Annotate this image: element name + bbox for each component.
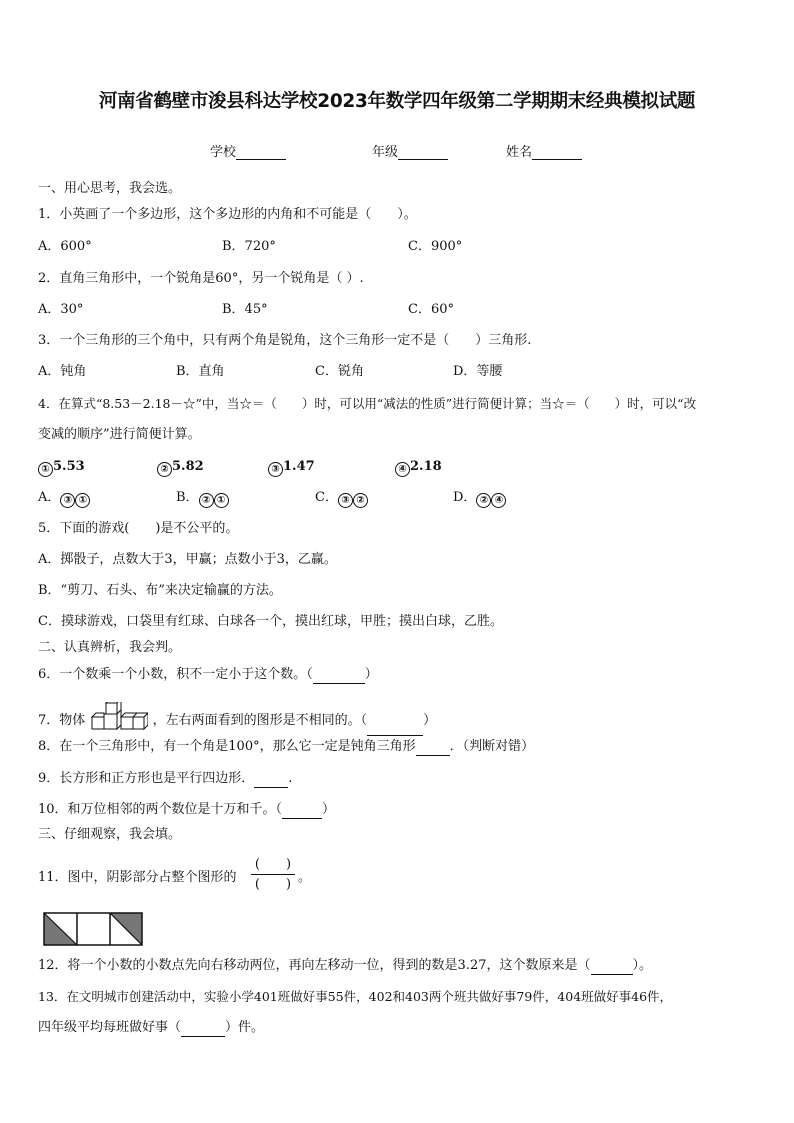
question-2: 2．直角三角形中，一个锐角是60°，另一个锐角是（ ）. <box>38 271 364 286</box>
question-9: 9．长方形和正方形也是平行四边形． . <box>38 771 293 786</box>
question-7: 7．物体 ，左右两面看到的图形是不相同的。（ ） <box>38 702 436 736</box>
question-13-line-1: 13．在文明城市创建活动中，实验小学401班做好事55件，402和403两个班共做好事79件，404班做好事46件， <box>38 989 673 1004</box>
question-3: 3．一个三角形的三个角中，只有两个角是锐角，这个三角形一定不是（ ）三角形. <box>38 333 532 348</box>
shaded-squares-figure <box>43 912 143 946</box>
q1-option-c[interactable]: C．900° <box>408 239 463 254</box>
circled-number-1: ① <box>38 462 53 477</box>
fraction-denominator[interactable]: ( ) <box>254 877 292 892</box>
section-2-heading: 二、认真辨析，我会判。 <box>38 640 182 655</box>
q11-fraction-blank[interactable] <box>251 855 295 894</box>
cube-stack-figure <box>90 702 148 736</box>
school-field[interactable] <box>210 141 286 160</box>
q5-option-a[interactable]: A．掷骰子，点数大于3，甲赢；点数小于3，乙赢。 <box>38 552 337 567</box>
q3-option-a[interactable]: A．钝角 <box>38 364 87 379</box>
q2-option-b[interactable]: B．45° <box>222 302 268 317</box>
question-4-line-1: 4．在算式“8.53－2.18－☆”中，当☆＝（ ）时，可以用“减法的性质”进行简便计算；当☆＝（ ）时，可以“改 <box>38 396 697 411</box>
q5-option-c[interactable]: C．摸球游戏，口袋里有红球、白球各一个，摸出红球，甲胜；摸出白球，乙胜。 <box>38 614 503 629</box>
question-1: 1．小英画了一个多边形，这个多边形的内角和不可能是（ ）。 <box>38 207 417 222</box>
q8-answer-blank[interactable] <box>416 741 450 756</box>
question-5: 5．下面的游戏( )是不公平的。 <box>38 521 239 536</box>
q3-option-c[interactable]: C．锐角 <box>315 364 364 379</box>
q2-option-a[interactable]: A．30° <box>38 302 84 317</box>
q3-option-b[interactable]: B．直角 <box>176 364 225 379</box>
q11-end: 。 <box>298 870 312 885</box>
circled-number-3: ③ <box>268 462 283 477</box>
school-label: 学校 <box>210 145 237 160</box>
q10-answer-blank[interactable] <box>282 804 322 819</box>
question-6: 6．一个数乘一个小数，积不一定小于这个数。（ ） <box>38 667 378 682</box>
page-title: 河南省鹤壁市浚县科达学校2023年数学四年级第二学期期末经典模拟试题 <box>98 91 696 112</box>
q5-option-b[interactable]: B．“剪刀、石头、布”来决定输赢的方法。 <box>38 583 282 598</box>
q4-value-3: ③ 1.47 <box>268 458 315 477</box>
circled-number-2: ② <box>157 462 172 477</box>
q6-answer-blank[interactable] <box>313 669 365 684</box>
q7-answer-blank[interactable] <box>367 721 423 736</box>
fraction-numerator[interactable]: ( ) <box>254 857 292 872</box>
q1-option-b[interactable]: B．720° <box>222 239 276 254</box>
name-label: 姓名 <box>506 145 533 160</box>
q4-value-1: ① 5.53 <box>38 458 85 477</box>
q4-option-c[interactable]: C． ③ ② <box>315 489 368 508</box>
question-11: 11．图中，阴影部分占整个图形的 <box>38 870 237 885</box>
q12-answer-blank[interactable] <box>591 960 633 975</box>
question-10: 10．和万位相邻的两个数位是十万和千。（ ） <box>38 802 336 817</box>
q3-option-d[interactable]: D．等腰 <box>453 364 503 379</box>
q4-value-2: ② 5.82 <box>157 458 204 477</box>
circled-number-4: ④ <box>395 462 410 477</box>
section-1-heading: 一、用心思考，我会选。 <box>38 181 182 196</box>
q4-option-d[interactable]: D． ② ④ <box>453 489 506 508</box>
q4-option-b[interactable]: B． ② ① <box>176 489 229 508</box>
q9-answer-blank[interactable] <box>254 773 288 788</box>
grade-field[interactable] <box>372 141 448 160</box>
q4-value-4: ④ 2.18 <box>395 458 442 477</box>
question-4-line-2: 变减的顺序”进行简便计算。 <box>38 427 201 442</box>
q2-option-c[interactable]: C．60° <box>408 302 454 317</box>
grade-label: 年级 <box>372 145 399 160</box>
q4-option-a[interactable]: A． ③ ① <box>38 489 90 508</box>
q13-answer-blank[interactable] <box>181 1022 225 1037</box>
q1-option-a[interactable]: A．600° <box>38 239 92 254</box>
question-13-line-2: 四年级平均每班做好事（ ）件。 <box>38 1020 265 1035</box>
question-8: 8．在一个三角形中，有一个角是100°，那么它一定是钝角三角形 ．（判断对错） <box>38 739 535 754</box>
name-field[interactable] <box>506 141 582 160</box>
section-3-heading: 三、仔细观察，我会填。 <box>38 827 182 842</box>
question-12: 12．将一个小数的小数点先向右移动两位，再向左移动一位，得到的数是3.27，这个数原来是（ ）。 <box>38 958 653 973</box>
